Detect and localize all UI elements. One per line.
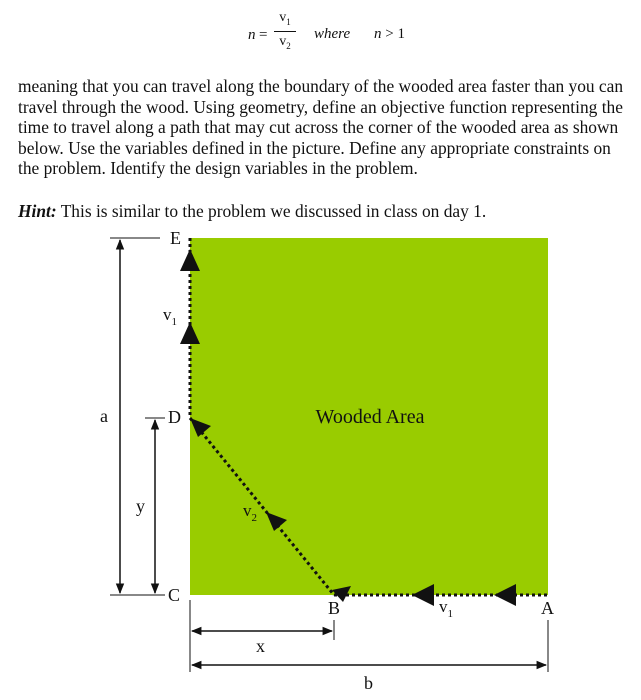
formula-n: n bbox=[248, 27, 256, 43]
velocity-v2-diagonal: $v_2$ bbox=[243, 501, 257, 524]
point-E-label: E bbox=[170, 228, 181, 248]
dim-y-label: y bbox=[136, 496, 145, 516]
velocity-v1-horizontal: $v_1$ bbox=[439, 597, 453, 620]
point-B-label: B bbox=[328, 598, 341, 618]
hint-label: Hint: bbox=[18, 201, 57, 221]
problem-paragraph: meaning that you can travel along the boundary of the wooded area faster than you can travel through the wood. Using geometry, define an objective function representing the time to travel along a path that may cut across the corner of the wooded area as shown below. Use the variables defined in the picture. Define any appropriate constraints on the problem. Identify the design variables in the problem. bbox=[18, 76, 624, 179]
point-D-label: D bbox=[168, 407, 181, 427]
wooded-area-label: Wooded Area bbox=[315, 406, 425, 428]
hint-text: This is similar to the problem we discussed in class on day 1. bbox=[56, 201, 487, 221]
formula-condition: n > 1 bbox=[374, 26, 405, 42]
formula-equals: = bbox=[259, 27, 268, 43]
velocity-v1-vertical: $v_1$ bbox=[163, 305, 177, 328]
formula-denominator: $v_2$ bbox=[279, 33, 291, 51]
point-A-label: A bbox=[541, 598, 554, 618]
dim-b-label: b bbox=[364, 673, 373, 693]
formula-where: where bbox=[314, 26, 351, 42]
dim-a-label: a bbox=[100, 406, 108, 426]
dim-x-label: x bbox=[256, 636, 265, 656]
formula-numerator: $v_1$ bbox=[279, 10, 291, 27]
point-C-label: C bbox=[168, 585, 181, 605]
